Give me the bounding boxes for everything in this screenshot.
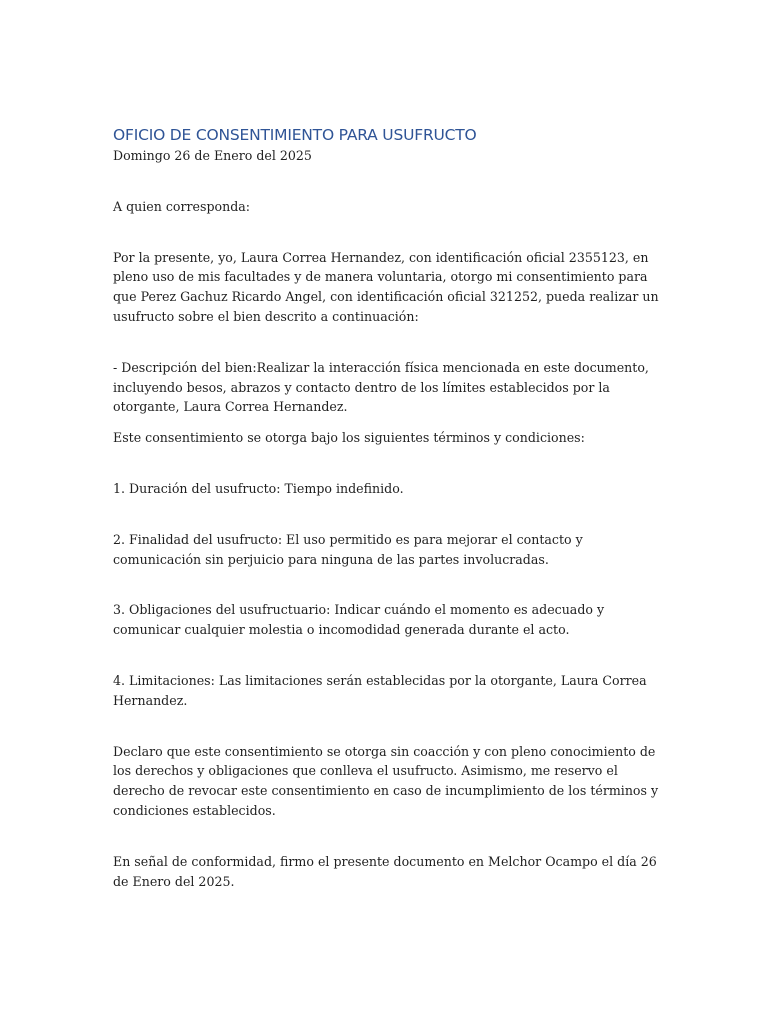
term-item-purpose: 2. Finalidad del usufructo: El uso permitido es para mejorar el contacto y comunicación sin perjuicio para ninguna de las partes involucradas.	[113, 531, 583, 567]
document-date: Domingo 26 de Enero del 2025	[113, 148, 312, 163]
term-item-limitations: 4. Limitaciones: Las limitaciones serán establecidas por la otorgante, Laura Correa Hernandez.	[113, 672, 647, 708]
document-title: OFICIO DE CONSENTIMIENTO PARA USUFRUCTO	[113, 126, 477, 144]
intro-paragraph: Por la presente, yo, Laura Correa Hernandez, con identificación oficial 2355123, en pleno uso de mis facultades y de manera voluntaria, otorgo mi consentimiento para que Perez Gachuz Ricardo Angel, con identificación oficial 321252, pueda realizar un usufructo sobre el bien descrito a continuación:	[113, 249, 659, 324]
greeting: A quien corresponda:	[113, 198, 251, 214]
document-page	[113, 124, 661, 891]
terms-intro: Este consentimiento se otorga bajo los siguientes términos y condiciones:	[113, 430, 585, 446]
asset-description: - Descripción del bien:Realizar la interacción física mencionada en este documento, incluyendo besos, abrazos y contacto dentro de los límites establecidos por la otorgante, Laura Correa Hernandez.	[113, 359, 649, 415]
term-item-obligations: 3. Obligaciones del usufructuario: Indicar cuándo el momento es adecuado y comunicar cualquier molestia o incomodidad generada durante el acto.	[113, 602, 605, 638]
closing-paragraph: En señal de conformidad, firmo el presente documento en Melchor Ocampo el día 26 de Enero del 2025.	[113, 853, 657, 889]
term-item-duration: 1. Duración del usufructo: Tiempo indefinido.	[113, 480, 404, 496]
declaration-paragraph: Declaro que este consentimiento se otorga sin coacción y con pleno conocimiento de los derechos y obligaciones que conlleva el usufructo. Asimismo, me reservo el derecho de revocar este consentimiento en caso de incumplimiento de los términos y condiciones establecidos.	[113, 743, 659, 818]
